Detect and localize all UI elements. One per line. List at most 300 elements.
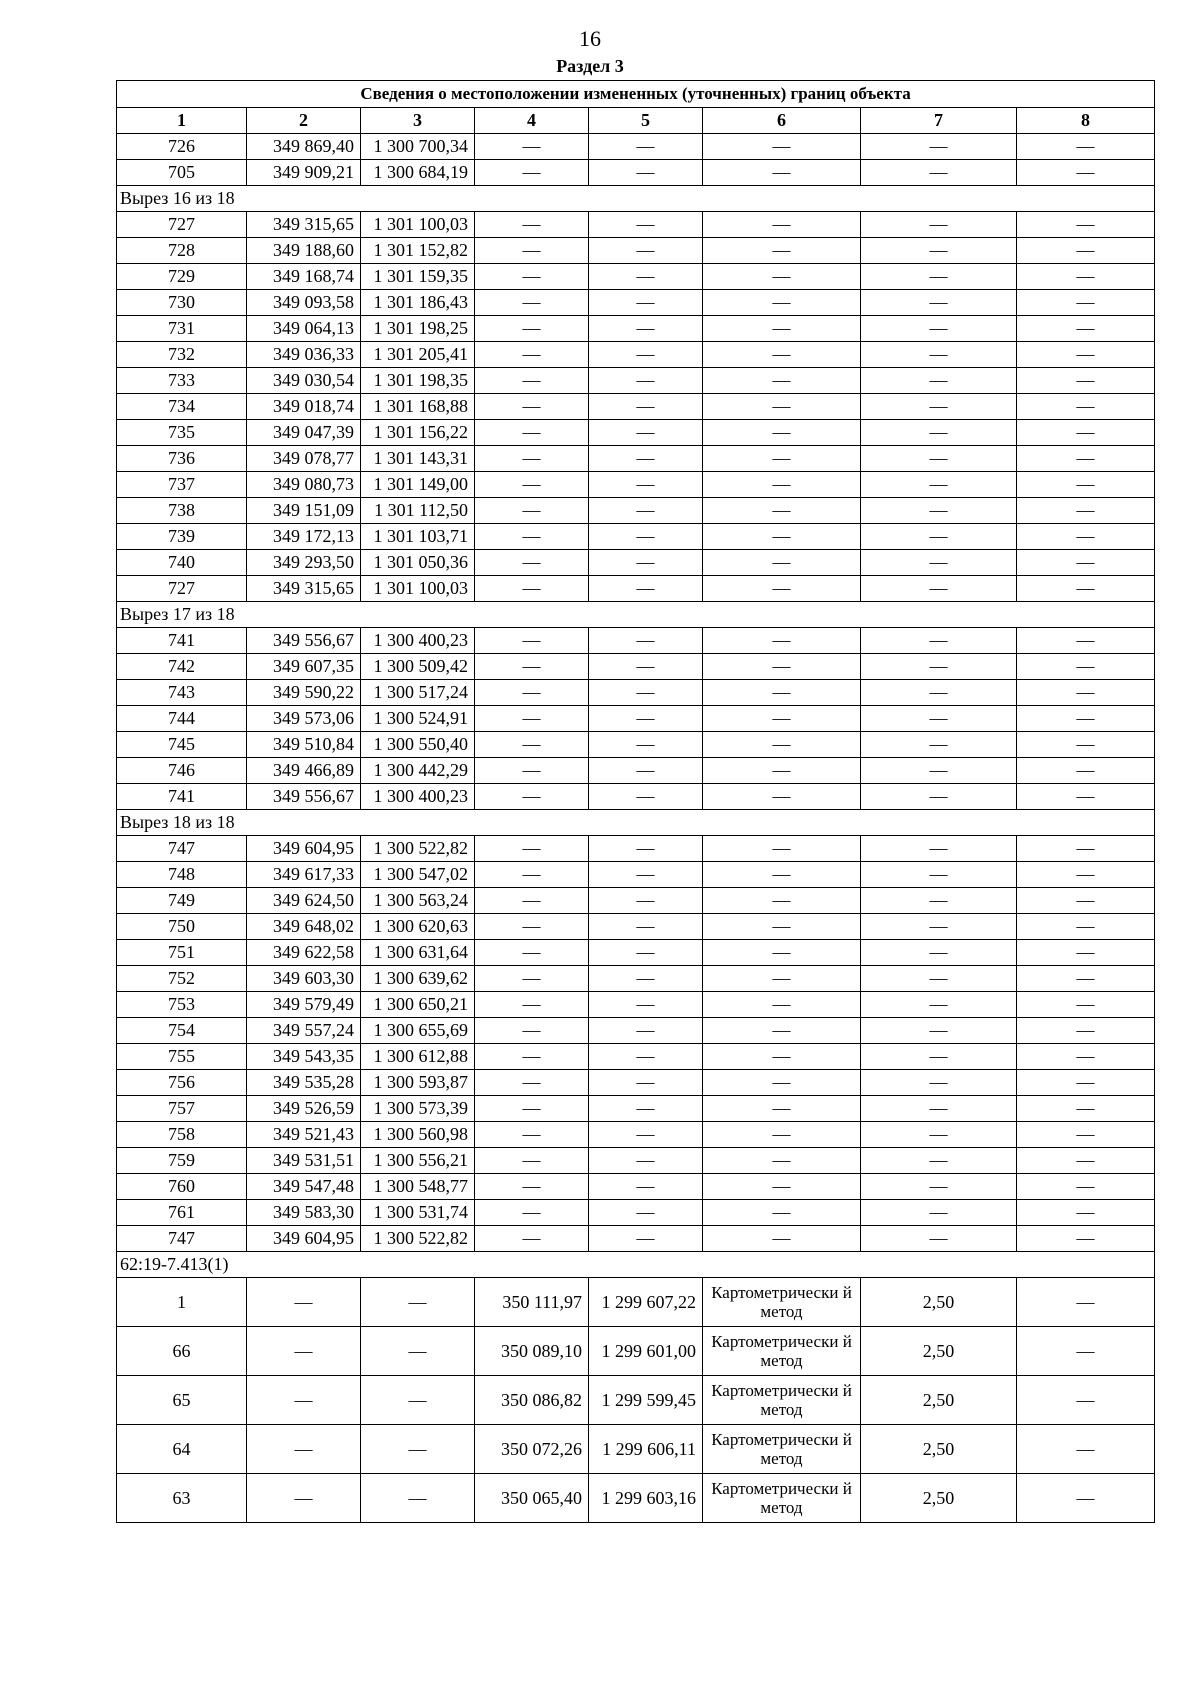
empty-dash: — [703,706,861,732]
coord-y-old: 1 300 650,21 [361,992,475,1018]
empty-dash: — [861,342,1017,368]
point-number: 743 [117,680,247,706]
empty-dash: — [589,680,703,706]
coord-y-old: 1 300 573,39 [361,1096,475,1122]
empty-dash: — [1017,316,1155,342]
empty-dash: — [589,628,703,654]
empty-dash: — [589,160,703,186]
empty-dash: — [247,1278,361,1327]
coord-y-old: 1 301 186,43 [361,290,475,316]
column-number: 4 [475,108,589,134]
empty-dash: — [703,836,861,862]
empty-dash: — [475,264,589,290]
coord-x-old: 349 521,43 [247,1122,361,1148]
empty-dash: — [703,238,861,264]
coord-y-old: 1 300 556,21 [361,1148,475,1174]
empty-dash: — [589,784,703,810]
empty-dash: — [589,1018,703,1044]
method: Картометрически й метод [703,1474,861,1523]
empty-dash: — [475,550,589,576]
coord-x-old: 349 622,58 [247,940,361,966]
empty-dash: — [1017,1018,1155,1044]
coord-y-new: 1 299 606,11 [589,1425,703,1474]
empty-dash: — [703,732,861,758]
coord-x-old: 349 573,06 [247,706,361,732]
coord-x-old: 349 557,24 [247,1018,361,1044]
boundary-table [116,80,1155,1523]
table-row [117,1096,1155,1122]
section-title: Раздел 3 [556,56,624,76]
empty-dash: — [589,394,703,420]
empty-dash: — [861,706,1017,732]
table-row [117,576,1155,602]
coord-y-old: 1 301 103,71 [361,524,475,550]
empty-dash: — [1017,290,1155,316]
empty-dash: — [861,888,1017,914]
empty-dash: — [475,446,589,472]
empty-dash: — [589,706,703,732]
table-row [117,316,1155,342]
empty-dash: — [1017,966,1155,992]
accuracy: 2,50 [861,1278,1017,1327]
point-number: 65 [117,1376,247,1425]
point-number: 732 [117,342,247,368]
empty-dash: — [1017,1327,1155,1376]
empty-dash: — [589,446,703,472]
empty-dash: — [247,1327,361,1376]
coord-x-old: 349 869,40 [247,134,361,160]
point-number: 752 [117,966,247,992]
empty-dash: — [589,654,703,680]
empty-dash: — [861,628,1017,654]
empty-dash: — [475,654,589,680]
empty-dash: — [1017,862,1155,888]
point-number: 747 [117,836,247,862]
empty-dash: — [589,940,703,966]
empty-dash: — [1017,888,1155,914]
coord-y-old: 1 301 198,35 [361,368,475,394]
empty-dash: — [589,342,703,368]
empty-dash: — [1017,628,1155,654]
empty-dash: — [1017,1070,1155,1096]
empty-dash: — [703,342,861,368]
column-number-row [117,108,1155,134]
point-number: 760 [117,1174,247,1200]
coord-y-old: 1 301 100,03 [361,212,475,238]
point-number: 734 [117,394,247,420]
empty-dash: — [475,1096,589,1122]
point-number: 729 [117,264,247,290]
empty-dash: — [1017,394,1155,420]
point-number: 705 [117,160,247,186]
empty-dash: — [1017,368,1155,394]
empty-dash: — [589,1122,703,1148]
point-number: 728 [117,238,247,264]
empty-dash: — [589,550,703,576]
coord-y-old: 1 300 620,63 [361,914,475,940]
table-row [117,836,1155,862]
empty-dash: — [861,290,1017,316]
empty-dash: — [589,888,703,914]
empty-dash: — [861,550,1017,576]
table-row [117,290,1155,316]
empty-dash: — [1017,1278,1155,1327]
empty-dash: — [861,654,1017,680]
empty-dash: — [589,836,703,862]
coord-y-new: 1 299 603,16 [589,1474,703,1523]
coord-y-old: 1 300 550,40 [361,732,475,758]
empty-dash: — [703,1200,861,1226]
point-number: 758 [117,1122,247,1148]
empty-dash: — [861,524,1017,550]
empty-dash: — [861,368,1017,394]
column-number: 7 [861,108,1017,134]
table-row [117,134,1155,160]
point-number: 745 [117,732,247,758]
empty-dash: — [861,758,1017,784]
coord-x-old: 349 188,60 [247,238,361,264]
empty-dash: — [1017,680,1155,706]
coord-x-old: 349 293,50 [247,550,361,576]
point-number: 736 [117,446,247,472]
point-number: 757 [117,1096,247,1122]
coord-x-old: 349 603,30 [247,966,361,992]
empty-dash: — [703,576,861,602]
empty-dash: — [703,1044,861,1070]
empty-dash: — [703,680,861,706]
empty-dash: — [1017,732,1155,758]
coord-x-old: 349 064,13 [247,316,361,342]
empty-dash: — [589,1044,703,1070]
empty-dash: — [861,1200,1017,1226]
empty-dash: — [589,134,703,160]
coord-x-old: 349 583,30 [247,1200,361,1226]
empty-dash: — [861,680,1017,706]
table-row [117,1425,1155,1474]
empty-dash: — [361,1474,475,1523]
point-number: 754 [117,1018,247,1044]
table-row [117,420,1155,446]
coord-x-old: 349 531,51 [247,1148,361,1174]
empty-dash: — [475,134,589,160]
empty-dash: — [1017,524,1155,550]
empty-dash: — [861,134,1017,160]
empty-dash: — [589,758,703,784]
empty-dash: — [861,394,1017,420]
empty-dash: — [589,1226,703,1252]
empty-dash: — [247,1425,361,1474]
coord-x-old: 349 543,35 [247,1044,361,1070]
empty-dash: — [703,264,861,290]
empty-dash: — [475,368,589,394]
empty-dash: — [589,290,703,316]
empty-dash: — [475,706,589,732]
empty-dash: — [703,394,861,420]
point-number: 731 [117,316,247,342]
empty-dash: — [861,1122,1017,1148]
column-number: 2 [247,108,361,134]
empty-dash: — [475,966,589,992]
empty-dash: — [703,940,861,966]
coord-x-old: 349 466,89 [247,758,361,784]
empty-dash: — [703,524,861,550]
point-number: 735 [117,420,247,446]
coord-x-old: 349 151,09 [247,498,361,524]
table-row [117,368,1155,394]
empty-dash: — [703,1070,861,1096]
coord-x-old: 349 648,02 [247,914,361,940]
empty-dash: — [475,1226,589,1252]
point-number: 756 [117,1070,247,1096]
empty-dash: — [1017,498,1155,524]
empty-dash: — [589,1148,703,1174]
point-number: 733 [117,368,247,394]
empty-dash: — [861,1226,1017,1252]
empty-dash: — [703,992,861,1018]
empty-dash: — [475,1018,589,1044]
empty-dash: — [1017,1425,1155,1474]
method: Картометрически й метод [703,1327,861,1376]
coord-x-old: 349 036,33 [247,342,361,368]
table-row [117,1174,1155,1200]
coord-y-old: 1 300 655,69 [361,1018,475,1044]
empty-dash: — [475,914,589,940]
empty-dash: — [589,238,703,264]
point-number: 64 [117,1425,247,1474]
empty-dash: — [703,498,861,524]
coord-y-old: 1 300 531,74 [361,1200,475,1226]
table-row [117,264,1155,290]
empty-dash: — [589,264,703,290]
empty-dash: — [475,290,589,316]
empty-dash: — [1017,420,1155,446]
table-row [117,550,1155,576]
coord-y-old: 1 301 143,31 [361,446,475,472]
empty-dash: — [703,1122,861,1148]
table-row [117,1122,1155,1148]
point-number: 63 [117,1474,247,1523]
table-row [117,160,1155,186]
empty-dash: — [589,862,703,888]
coord-x-old: 349 547,48 [247,1174,361,1200]
empty-dash: — [703,862,861,888]
empty-dash: — [861,238,1017,264]
coord-y-old: 1 301 168,88 [361,394,475,420]
group-label: Вырез 16 из 18 [117,186,1155,212]
table-row [117,966,1155,992]
coord-y-old: 1 300 522,82 [361,836,475,862]
table-row [117,732,1155,758]
empty-dash: — [861,784,1017,810]
empty-dash: — [475,628,589,654]
empty-dash: — [475,498,589,524]
empty-dash: — [703,1096,861,1122]
empty-dash: — [475,836,589,862]
table-row [117,238,1155,264]
empty-dash: — [589,524,703,550]
coord-x-old: 349 535,28 [247,1070,361,1096]
empty-dash: — [861,498,1017,524]
empty-dash: — [703,368,861,394]
group-label: Вырез 18 из 18 [117,810,1155,836]
table-row [117,1200,1155,1226]
empty-dash: — [1017,1200,1155,1226]
coord-x-new: 350 086,82 [475,1376,589,1425]
empty-dash: — [1017,940,1155,966]
empty-dash: — [1017,992,1155,1018]
empty-dash: — [1017,1174,1155,1200]
point-number: 742 [117,654,247,680]
coord-x-old: 349 078,77 [247,446,361,472]
empty-dash: — [589,368,703,394]
coord-y-old: 1 300 517,24 [361,680,475,706]
table-row [117,706,1155,732]
empty-dash: — [861,264,1017,290]
method: Картометрически й метод [703,1278,861,1327]
point-number: 727 [117,576,247,602]
coord-y-old: 1 300 547,02 [361,862,475,888]
table-row [117,628,1155,654]
empty-dash: — [475,1070,589,1096]
empty-dash: — [589,1070,703,1096]
empty-dash: — [703,550,861,576]
point-number: 749 [117,888,247,914]
coord-x-old: 349 093,58 [247,290,361,316]
coord-x-old: 349 047,39 [247,420,361,446]
empty-dash: — [475,576,589,602]
coord-x-old: 349 526,59 [247,1096,361,1122]
empty-dash: — [475,758,589,784]
empty-dash: — [861,1096,1017,1122]
table-row [117,1044,1155,1070]
empty-dash: — [703,212,861,238]
coord-y-old: 1 300 612,88 [361,1044,475,1070]
table-row [117,914,1155,940]
coord-y-old: 1 301 156,22 [361,420,475,446]
empty-dash: — [1017,654,1155,680]
point-number: 737 [117,472,247,498]
coord-x-old: 349 315,65 [247,576,361,602]
coord-x-old: 349 607,35 [247,654,361,680]
coord-y-old: 1 300 400,23 [361,784,475,810]
coord-x-old: 349 030,54 [247,368,361,394]
empty-dash: — [861,1148,1017,1174]
empty-dash: — [1017,472,1155,498]
coord-x-old: 349 556,67 [247,784,361,810]
coord-y-old: 1 300 522,82 [361,1226,475,1252]
empty-dash: — [861,862,1017,888]
coord-x-old: 349 590,22 [247,680,361,706]
coord-y-old: 1 300 593,87 [361,1070,475,1096]
empty-dash: — [703,628,861,654]
empty-dash: — [247,1376,361,1425]
empty-dash: — [861,316,1017,342]
empty-dash: — [1017,758,1155,784]
empty-dash: — [475,316,589,342]
empty-dash: — [1017,212,1155,238]
empty-dash: — [1017,1122,1155,1148]
coord-x-old: 349 579,49 [247,992,361,1018]
table-row [117,784,1155,810]
column-number: 6 [703,108,861,134]
empty-dash: — [247,1474,361,1523]
empty-dash: — [861,732,1017,758]
empty-dash: — [1017,264,1155,290]
empty-dash: — [703,446,861,472]
accuracy: 2,50 [861,1425,1017,1474]
empty-dash: — [475,784,589,810]
coord-x-new: 350 065,40 [475,1474,589,1523]
empty-dash: — [1017,160,1155,186]
empty-dash: — [861,836,1017,862]
accuracy: 2,50 [861,1376,1017,1425]
table-row [117,758,1155,784]
group-label: Вырез 17 из 18 [117,602,1155,628]
coord-x-old: 349 510,84 [247,732,361,758]
empty-dash: — [1017,1474,1155,1523]
empty-dash: — [861,420,1017,446]
empty-dash: — [1017,1044,1155,1070]
page-number: 16 [579,26,601,51]
group-header-row [117,1252,1155,1278]
empty-dash: — [703,888,861,914]
coord-y-old: 1 300 631,64 [361,940,475,966]
coord-y-new: 1 299 607,22 [589,1278,703,1327]
coord-y-old: 1 301 159,35 [361,264,475,290]
coord-x-new: 350 089,10 [475,1327,589,1376]
group-label: 62:19-7.413(1) [117,1252,1155,1278]
empty-dash: — [589,472,703,498]
coord-y-old: 1 300 509,42 [361,654,475,680]
coord-y-old: 1 301 205,41 [361,342,475,368]
point-number: 746 [117,758,247,784]
empty-dash: — [1017,446,1155,472]
table-row [117,394,1155,420]
empty-dash: — [1017,706,1155,732]
coord-x-old: 349 018,74 [247,394,361,420]
coord-y-new: 1 299 599,45 [589,1376,703,1425]
empty-dash: — [1017,836,1155,862]
coord-y-old: 1 301 050,36 [361,550,475,576]
empty-dash: — [475,1044,589,1070]
empty-dash: — [1017,1226,1155,1252]
point-number: 744 [117,706,247,732]
table-row [117,680,1155,706]
group-header-row [117,186,1155,212]
empty-dash: — [475,394,589,420]
empty-dash: — [475,732,589,758]
empty-dash: — [475,212,589,238]
empty-dash: — [589,1174,703,1200]
coord-y-old: 1 300 700,34 [361,134,475,160]
table-row [117,212,1155,238]
point-number: 738 [117,498,247,524]
point-number: 740 [117,550,247,576]
empty-dash: — [589,914,703,940]
empty-dash: — [861,1018,1017,1044]
empty-dash: — [589,576,703,602]
empty-dash: — [861,576,1017,602]
coord-y-old: 1 301 152,82 [361,238,475,264]
empty-dash: — [475,472,589,498]
accuracy: 2,50 [861,1474,1017,1523]
table-body [117,134,1155,1523]
point-number: 741 [117,628,247,654]
empty-dash: — [1017,576,1155,602]
empty-dash: — [475,680,589,706]
empty-dash: — [861,1070,1017,1096]
empty-dash: — [1017,134,1155,160]
